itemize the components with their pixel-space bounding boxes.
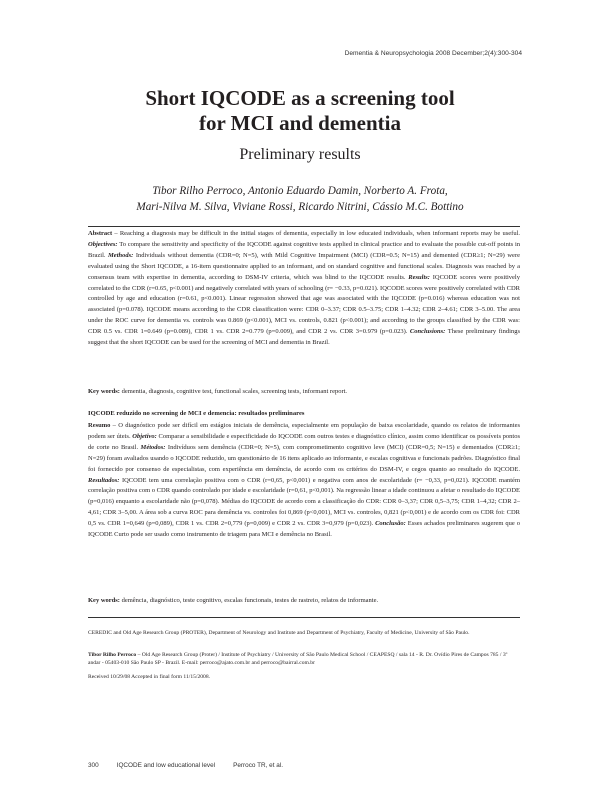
correspondence-note [88, 651, 520, 667]
resumo-label: Resumo [88, 422, 111, 429]
running-authors: Perroco TR, et al. [233, 762, 284, 769]
objectives-text: To compare the sensitivity and specificity of the IQCODE against cognitive tests applied in clinical practice and to evaluate the possible cut-off points in Brazil. [88, 240, 520, 259]
resultados-text: IQCODE tem uma correlação positiva com o CDR (r=0,65, p<0,001) e negativa com anos de escolaridade (r= −0,33, p=0,021). IQCODE mantém correlação positiva com o CDR quando controlado por idade e escolaridade (r=0,61, p<0,001). Na regressão linear a idade continuou a afetar o resultado do IQCODE (p=0,016) enquanto a escolaridade não (p=0,078). Médias do IQCODE de acordo com a classificação do CDR: CDR 0–3,37; CDR 0,5–3,75; CDR 1–4,32; CDR 2–4,61; CDR 3–5,00. A área sob a curva ROC para demência vs. controles foi 0,869 (p<0,001), MCI vs. controles, 0,821 (p<0,001) e de acordo com os CDR foi: CDR 0,5 vs. CDR 1=0,649 (p=0,089), CDR 1 vs. CDR 2=0,779 (p=0,009) e CDR 2 vs. CDR 3=0,979 (p=0,023). [88, 476, 520, 528]
resumo-text-intro: – O diagnóstico pode ser difícil em estágios iniciais de demência, especialmente em população de baixa escolaridade, quando os relatos de informantes podem ser úteis. [88, 422, 520, 440]
portuguese-abstract-title: IQCODE reduzido no screening de MCI e demencia: resultados preliminares [88, 410, 305, 417]
article-title-line-2: for MCI and dementia [198, 111, 402, 135]
conclusions-label: Conclusions: [409, 328, 446, 336]
abstract-label: Abstract [88, 230, 113, 237]
metodos-label: Métodos: [140, 443, 166, 451]
author-line-1: Tibor Rilho Perroco, Antonio Eduardo Damin, Norberto A. Frota, [152, 185, 448, 197]
palavras-chave-text: demência, diagnóstico, teste cognitivo, escalas funcionais, testes de rastreio, relatos de informante. [119, 597, 379, 604]
palavras-chave-label: Key words: [88, 597, 120, 604]
abstract-portuguese [88, 421, 520, 541]
journal-citation: Dementia & Neuropsychologia 2008 December;2(4):300-304 [344, 50, 522, 57]
resultados-label: Resultados: [88, 476, 120, 484]
keywords-label: Key words: [88, 388, 120, 395]
bottom-divider [88, 617, 520, 618]
correspondence-name: Tibor Rilho Perroco [88, 652, 137, 658]
conclusao-label: Conclusão: [375, 520, 406, 528]
received-note: Received 10/29/08 Accepted in final form 11/15/2008. [88, 674, 211, 680]
results-label: Results: [408, 273, 430, 281]
correspondence-text: – Old Age Research Group (Proter) / Institute of Psychiatry / University of São Paulo Medical School / CEAPESQ / sala 14 - R. Dr. Ovídio Pires de Campos 785 / 3º andar - 05403-010 São Paulo SP - Brazil. E-mail: perroco@ajato.com.br and perroco@bairral.com.br [88, 652, 508, 667]
article-title-line-1: Short IQCODE as a screening tool [145, 86, 455, 110]
keywords-text: dementia, diagnosis, cognitive test, functional scales, screening tests, informant report. [119, 388, 348, 395]
abstract-text-intro: – Reaching a diagnosis may be difficult in the initial stages of dementia, especially in low educated individuals, when informant reports may be useful. [112, 230, 520, 237]
conclusao-text: Esses achados preliminares sugerem que o IQCODE Curto pode ser usado como instrumento de triagem para MCI e demência no Brasil. [88, 520, 521, 539]
conclusions-text: These preliminary findings suggest that the short IQCODE can be used for the screening of MCI and dementia in Brazil. [88, 328, 520, 347]
keywords-english [88, 387, 520, 398]
page-number: 300 [88, 762, 99, 769]
objectives-label: Objectives: [88, 240, 118, 248]
methods-text: Individuals without dementia (CDR=0; N=5), with Mild Cognitive Impairment (MCI) (CDR=0.5; N=15) and demented (CDR≥1; N=29) were evaluated using the Short IQCODE, a 16-item questionnaire applied to an informant, and on standard cognitive and functional scales. Diagnosis was reached by a consensus team with expertise in dementia, according to DSM-IV criteria, which was blind to the IQCODE results. [88, 251, 520, 281]
objetivo-text: Comparar a sensibilidade e especificidade do IQCODE com outros testes e diagnóstico clínico, assim como identificar os possíveis pontos de corte no Brasil. [88, 432, 521, 451]
results-text: IQCODE scores were positively correlated to the CDR (r=0.65, p<0.001) and negatively correlated with years of schooling (r= −0.33, p=0.021). IQCODE scores were positively correlated with CDR controlled by age and education (r=0.61, p<0.001). Linear regression showed that age was associated with the IQCODE (p=0.016) whereas education was not associated (p=0.078). IQCODE means according to the CDR classification were: CDR 0–3.37; CDR 0.5–3.75; CDR 1–4.32; CDR 2–4.61; CDR 3–5.00. The area under the ROC curve for dementia vs. controls was 0.869 (p<0.001), MCI vs. controls, 0.821 (p<0.001); and according to the groups classified by the CDR was: CDR 0.5 vs. CDR 1=0.649 (p=0.089), CDR 1 vs. CDR 2=0.779 (p=0.009), and CDR 2 vs. CDR 3=0.979 (p=0.023). [88, 273, 520, 336]
abstract-english [88, 229, 520, 349]
keywords-portuguese [88, 596, 520, 607]
methods-label: Methods: [108, 251, 134, 259]
article-subtitle: Preliminary results [239, 146, 361, 163]
top-divider [88, 226, 520, 227]
running-title: IQCODE and low educational level [116, 762, 216, 769]
article-title [0, 86, 600, 136]
objetivo-label: Objetivo: [132, 432, 157, 440]
author-line-2: Mari-Nilva M. Silva, Viviane Rossi, Ricardo Nitrini, Cássio M.C. Bottino [136, 200, 464, 213]
affiliation-note: CEREDIC and Old Age Research Group (PROTER), Department of Neurology and Institute and Department of Psychiatry, Faculty of Medicine, University of São Paulo. [88, 630, 470, 636]
metodos-text: Indivíduos sem demência (CDR=0; N=5), com comprometimento cognitivo leve (MCI) (CDR=0,5; N=15) e dementados (CDR≥1; N=29) foram avaliados usando o IQCODE reduzido, um questionário de 16 itens aplicado ao informante, e escalas cognitivas e funcionais padrões. Diagnóstico final foi fornecido por consenso de especialistas, com experiência em demência, de acordo com os critérios do DSM-IV, e cegos quanto ao resultado do IQCODE. [88, 443, 520, 473]
author-list [0, 184, 600, 215]
page-footer [88, 762, 301, 769]
